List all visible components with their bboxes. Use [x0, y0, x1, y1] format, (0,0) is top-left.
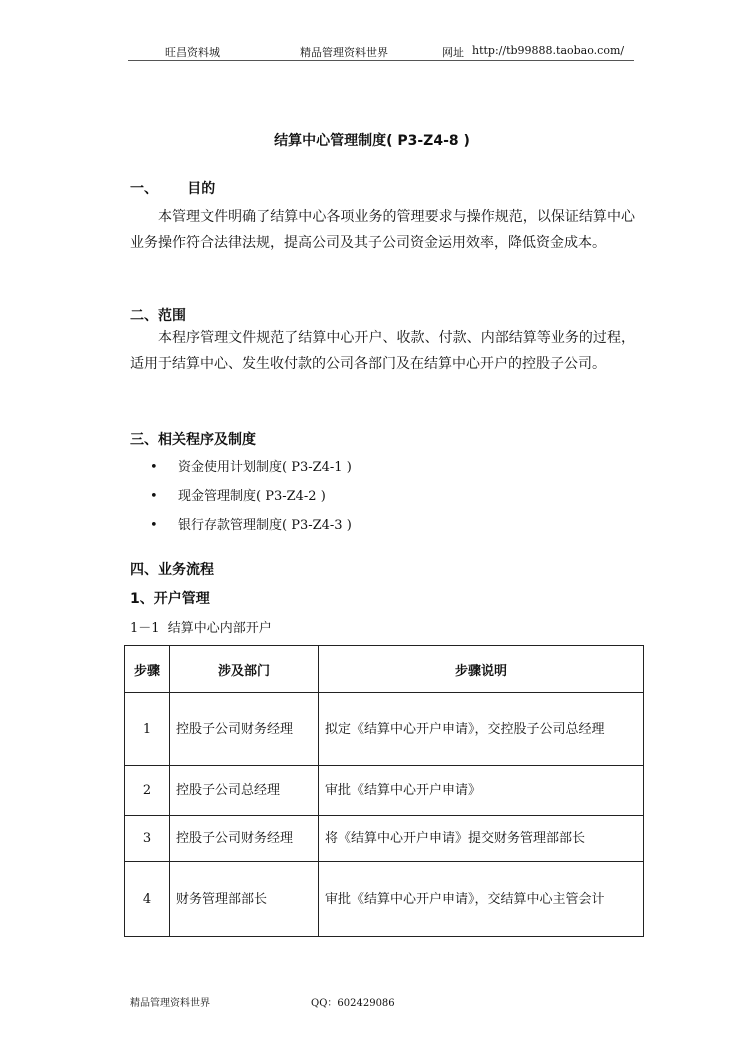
- cell-step: 4: [125, 862, 170, 937]
- table-row: [125, 862, 644, 937]
- table-row: [125, 816, 644, 862]
- process-table: [124, 645, 644, 937]
- cell-department: 控股子公司总经理: [170, 766, 319, 816]
- cell-description: 将《结算中心开户申请》提交财务管理部部长: [319, 816, 644, 862]
- section-1-text: 本管理文件明确了结算中心各项业务的管理要求与操作规范，以保证结算中心业务操作符合法律法规，提高公司及其子公司资金运用效率，降低资金成本。: [130, 209, 635, 251]
- cell-description: 拟定《结算中心开户申请》，交控股子公司总经理: [319, 693, 644, 766]
- list-item: [150, 485, 326, 504]
- column-header-department: 涉及部门: [170, 646, 319, 693]
- section-2-text: 本程序管理文件规范了结算中心开户、收款、付款、内部结算等业务的过程，适用于结算中心、发生收付款的公司各部门及在结算中心开户的控股子公司。: [130, 330, 635, 372]
- section-4-heading: 四、业务流程: [130, 562, 214, 578]
- cell-description: 审批《结算中心开户申请》，交结算中心主管会计: [319, 862, 644, 937]
- bullet-icon: •: [150, 460, 158, 475]
- footer-tagline: 精品管理资料世界: [130, 998, 210, 1009]
- cell-department: 控股子公司财务经理: [170, 693, 319, 766]
- header-tagline: 精品管理资料世界: [300, 46, 388, 59]
- list-item: [150, 456, 352, 475]
- cell-department: 财务管理部部长: [170, 862, 319, 937]
- cell-description: 审批《结算中心开户申请》: [319, 766, 644, 816]
- header-divider: [128, 60, 634, 61]
- list-item: [150, 514, 352, 533]
- header-url[interactable]: http://tb99888.taobao.com/: [472, 44, 625, 57]
- section-2-heading: 二、范围: [130, 308, 186, 324]
- document-title: 结算中心管理制度( P3-Z4-8 ): [274, 133, 470, 149]
- cell-step: 3: [125, 816, 170, 862]
- bullet-icon: •: [150, 489, 158, 504]
- cell-step: 1: [125, 693, 170, 766]
- subsection-heading: 1、开户管理: [130, 591, 210, 607]
- section-3-heading: 三、相关程序及制度: [130, 432, 256, 448]
- page-header: [0, 44, 744, 60]
- column-header-step: 步骤: [125, 646, 170, 693]
- table-row: [125, 766, 644, 816]
- list-item-label: 银行存款管理制度( P3-Z4-3 ): [178, 518, 352, 533]
- list-item-label: 现金管理制度( P3-Z4-2 ): [178, 489, 326, 504]
- cell-step: 2: [125, 766, 170, 816]
- list-item-label: 资金使用计划制度( P3-Z4-1 ): [178, 460, 352, 475]
- bullet-icon: •: [150, 518, 158, 533]
- table-header-row: [125, 646, 644, 693]
- footer-qq: QQ：602429086: [311, 998, 395, 1009]
- section-1-heading: 一、 目的: [130, 181, 216, 197]
- header-shop-name: 旺昌资料城: [165, 46, 220, 59]
- table-row: [125, 693, 644, 766]
- cell-department: 控股子公司财务经理: [170, 816, 319, 862]
- header-url-label: 网址: [442, 46, 464, 59]
- subsection-caption: 1－1 结算中心内部开户: [130, 621, 272, 636]
- column-header-description: 步骤说明: [319, 646, 644, 693]
